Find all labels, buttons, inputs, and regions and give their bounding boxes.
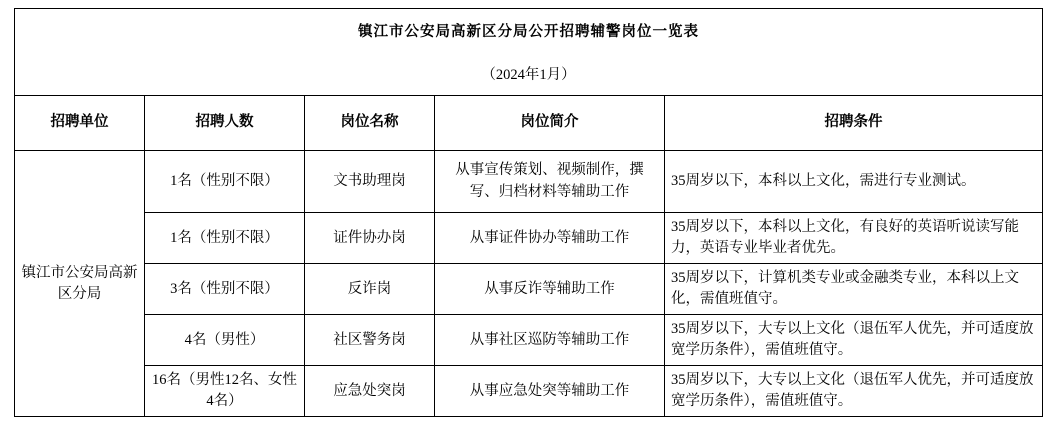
table-row <box>15 213 1043 264</box>
row-requirements: 35周岁以下，大专以上文化（退伍军人优先，并可适度放宽学历条件），需值班值守。 <box>665 315 1043 366</box>
column-header-count: 招聘人数 <box>145 96 305 151</box>
document-title: 镇江市公安局高新区分局公开招聘辅警岗位一览表 <box>15 9 1043 58</box>
row-count: 16名（男性12名、女性4名） <box>145 366 305 417</box>
table-row <box>15 315 1043 366</box>
column-header-unit: 招聘单位 <box>15 96 145 151</box>
table-row <box>15 151 1043 213</box>
recruiting-unit: 镇江市公安局高新区分局 <box>15 151 145 417</box>
row-position: 文书助理岗 <box>305 151 435 213</box>
row-count: 1名（性别不限） <box>145 213 305 264</box>
row-position: 证件协办岗 <box>305 213 435 264</box>
document-subtitle: （2024年1月） <box>15 57 1043 96</box>
row-count: 1名（性别不限） <box>145 151 305 213</box>
row-summary: 从事宣传策划、视频制作，撰写、归档材料等辅助工作 <box>435 151 665 213</box>
row-summary: 从事证件协办等辅助工作 <box>435 213 665 264</box>
row-requirements: 35周岁以下，本科以上文化，有良好的英语听说读写能力，英语专业毕业者优先。 <box>665 213 1043 264</box>
row-summary: 从事反诈等辅助工作 <box>435 264 665 315</box>
title-row <box>15 9 1043 58</box>
row-requirements: 35周岁以下，计算机类专业或金融类专业，本科以上文化，需值班值守。 <box>665 264 1043 315</box>
row-position: 社区警务岗 <box>305 315 435 366</box>
row-summary: 从事应急处突等辅助工作 <box>435 366 665 417</box>
table-row <box>15 366 1043 417</box>
table-row <box>15 264 1043 315</box>
column-header-summary: 岗位简介 <box>435 96 665 151</box>
row-requirements: 35周岁以下，本科以上文化，需进行专业测试。 <box>665 151 1043 213</box>
row-position: 应急处突岗 <box>305 366 435 417</box>
table-header-row <box>15 96 1043 151</box>
subtitle-row <box>15 57 1043 96</box>
row-count: 3名（性别不限） <box>145 264 305 315</box>
row-count: 4名（男性） <box>145 315 305 366</box>
column-header-position: 岗位名称 <box>305 96 435 151</box>
row-summary: 从事社区巡防等辅助工作 <box>435 315 665 366</box>
column-header-requirements: 招聘条件 <box>665 96 1043 151</box>
row-position: 反诈岗 <box>305 264 435 315</box>
row-requirements: 35周岁以下，大专以上文化（退伍军人优先，并可适度放宽学历条件），需值班值守。 <box>665 366 1043 417</box>
recruitment-table <box>14 8 1043 417</box>
